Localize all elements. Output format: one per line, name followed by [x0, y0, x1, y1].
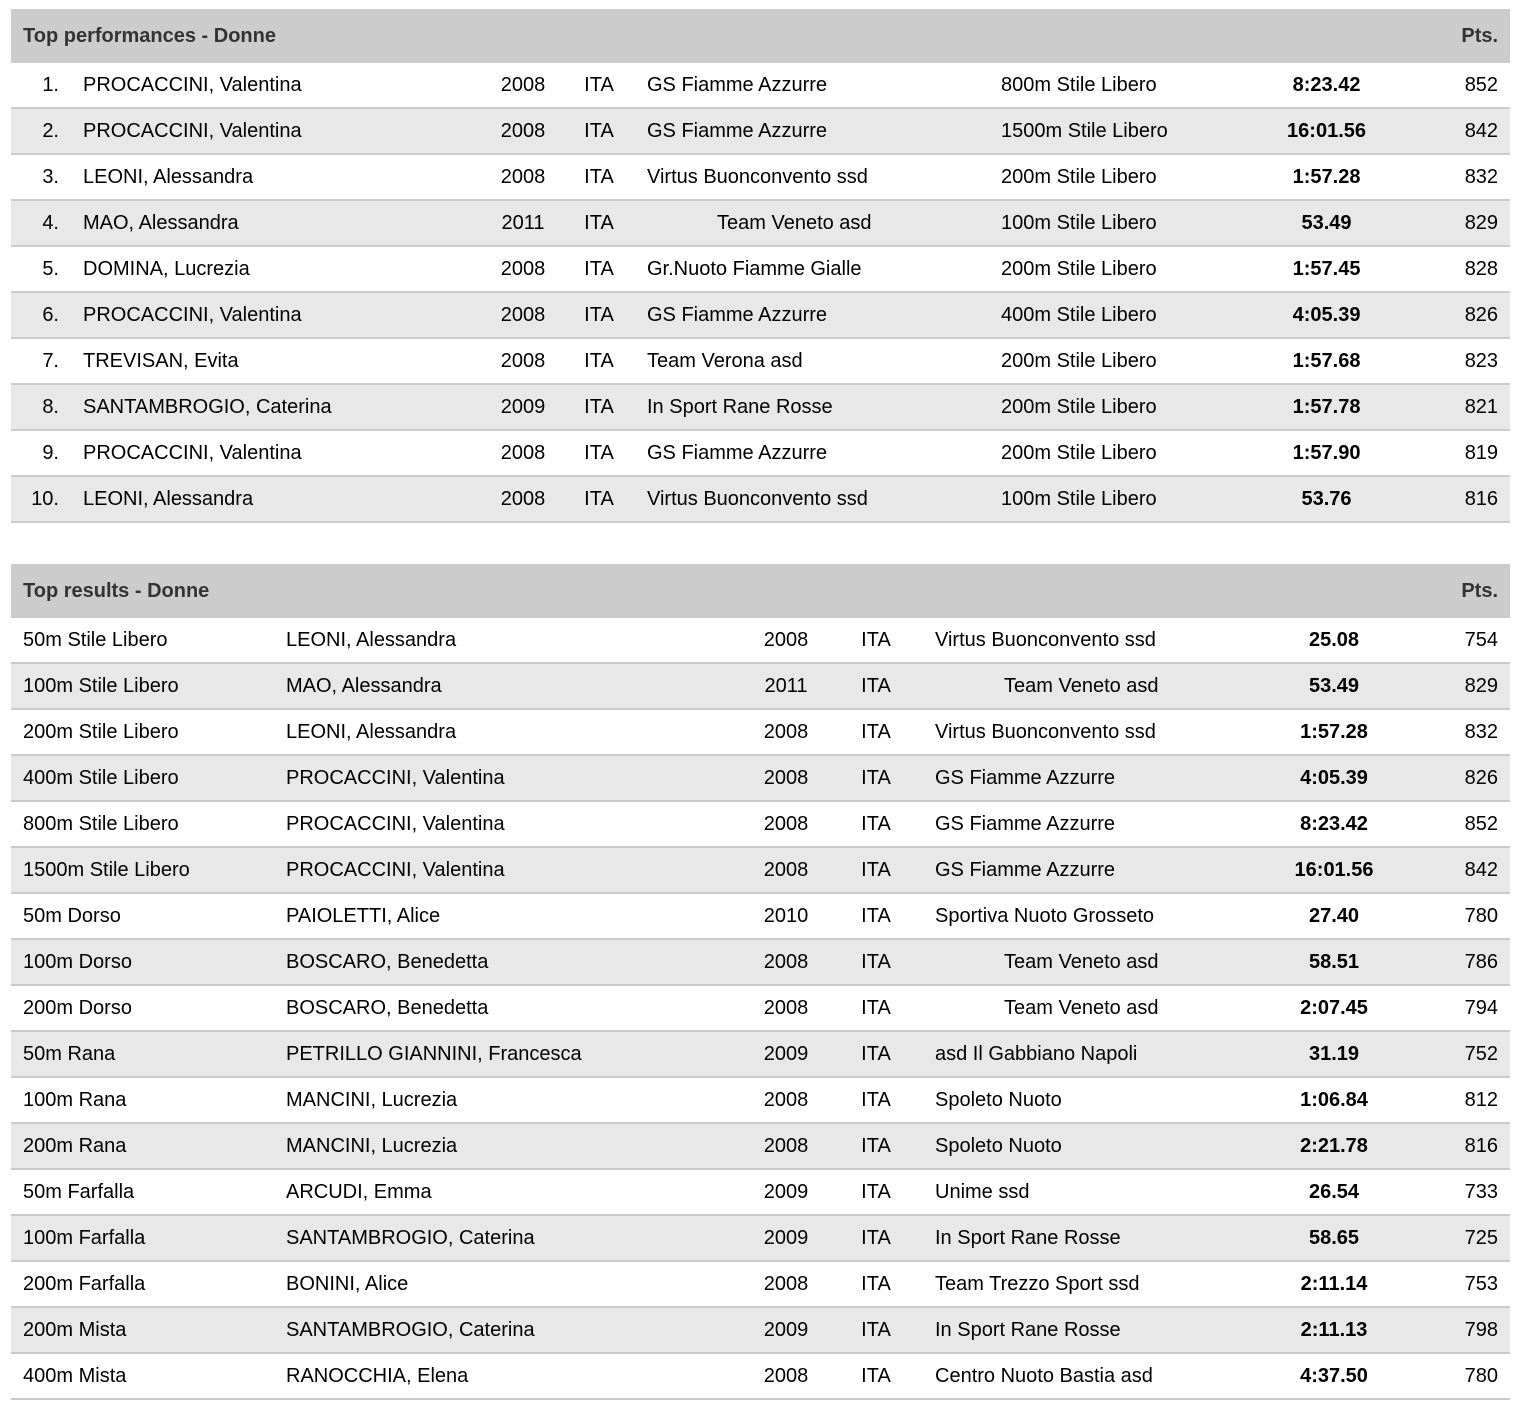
nationality: ITA	[826, 755, 926, 801]
event-name: 100m Stile Libero	[989, 476, 1253, 522]
athlete-name: PROCACCINI, Valentina	[83, 430, 483, 476]
birth-year: 2008	[483, 476, 563, 522]
birth-year: 2008	[746, 1353, 826, 1399]
result-time: 2:07.45	[1268, 985, 1400, 1031]
birth-year: 2008	[483, 338, 563, 384]
nationality: ITA	[563, 200, 635, 246]
athlete-name: BOSCARO, Benedetta	[286, 939, 746, 985]
nationality: ITA	[826, 709, 926, 755]
event-name: 1500m Stile Libero	[11, 847, 286, 893]
club-name: In Sport Rane Rosse	[926, 1215, 1268, 1261]
result-time: 58.51	[1268, 939, 1400, 985]
table-row	[11, 246, 1510, 292]
table-row	[11, 1169, 1510, 1215]
club-name: GS Fiamme Azzurre	[926, 801, 1268, 847]
table-row	[11, 1353, 1510, 1399]
nationality: ITA	[563, 476, 635, 522]
points: 826	[1400, 755, 1510, 801]
event-name: 1500m Stile Libero	[989, 108, 1253, 154]
athlete-name: DOMINA, Lucrezia	[83, 246, 483, 292]
nationality: ITA	[563, 338, 635, 384]
athlete-name: SANTAMBROGIO, Caterina	[286, 1307, 746, 1353]
event-name: 400m Mista	[11, 1353, 286, 1399]
result-time: 4:05.39	[1268, 755, 1400, 801]
birth-year: 2011	[483, 200, 563, 246]
nationality: ITA	[563, 292, 635, 338]
result-time: 1:57.68	[1253, 338, 1400, 384]
club-name: GS Fiamme Azzurre	[926, 755, 1268, 801]
top-performances-table	[11, 9, 1510, 523]
result-time: 1:57.28	[1268, 709, 1400, 755]
table-title: Top performances - Donne	[11, 9, 1400, 63]
athlete-name: PROCACCINI, Valentina	[83, 292, 483, 338]
club-name: Team Veneto asd	[926, 985, 1268, 1031]
result-time: 26.54	[1268, 1169, 1400, 1215]
points: 752	[1400, 1031, 1510, 1077]
rank: 1.	[11, 63, 83, 108]
table-row	[11, 985, 1510, 1031]
club-name: GS Fiamme Azzurre	[926, 847, 1268, 893]
table-row	[11, 1307, 1510, 1353]
athlete-name: RANOCCHIA, Elena	[286, 1353, 746, 1399]
nationality: ITA	[826, 618, 926, 663]
points: 753	[1400, 1261, 1510, 1307]
nationality: ITA	[563, 246, 635, 292]
event-name: 50m Rana	[11, 1031, 286, 1077]
athlete-name: PETRILLO GIANNINI, Francesca	[286, 1031, 746, 1077]
event-name: 200m Stile Libero	[989, 384, 1253, 430]
table-row	[11, 338, 1510, 384]
nationality: ITA	[563, 63, 635, 108]
result-time: 1:06.84	[1268, 1077, 1400, 1123]
athlete-name: LEONI, Alessandra	[83, 476, 483, 522]
points: 725	[1400, 1215, 1510, 1261]
result-time: 1:57.90	[1253, 430, 1400, 476]
birth-year: 2008	[746, 709, 826, 755]
nationality: ITA	[826, 1215, 926, 1261]
nationality: ITA	[826, 1077, 926, 1123]
event-name: 50m Dorso	[11, 893, 286, 939]
athlete-name: LEONI, Alessandra	[286, 618, 746, 663]
nationality: ITA	[826, 1353, 926, 1399]
event-name: 200m Farfalla	[11, 1261, 286, 1307]
club-name: Gr.Nuoto Fiamme Gialle	[635, 246, 989, 292]
result-time: 31.19	[1268, 1031, 1400, 1077]
club-name: Team Trezzo Sport ssd	[926, 1261, 1268, 1307]
birth-year: 2008	[746, 939, 826, 985]
club-name: In Sport Rane Rosse	[635, 384, 989, 430]
athlete-name: BOSCARO, Benedetta	[286, 985, 746, 1031]
event-name: 50m Farfalla	[11, 1169, 286, 1215]
rank: 5.	[11, 246, 83, 292]
event-name: 800m Stile Libero	[11, 801, 286, 847]
nationality: ITA	[826, 1261, 926, 1307]
athlete-name: MAO, Alessandra	[286, 663, 746, 709]
birth-year: 2008	[483, 292, 563, 338]
table-row	[11, 1123, 1510, 1169]
birth-year: 2008	[746, 847, 826, 893]
birth-year: 2008	[746, 618, 826, 663]
points: 828	[1400, 246, 1510, 292]
club-name: Unime ssd	[926, 1169, 1268, 1215]
birth-year: 2008	[483, 154, 563, 200]
athlete-name: PROCACCINI, Valentina	[286, 755, 746, 801]
result-time: 4:37.50	[1268, 1353, 1400, 1399]
points: 812	[1400, 1077, 1510, 1123]
table-row	[11, 939, 1510, 985]
event-name: 200m Dorso	[11, 985, 286, 1031]
rank: 6.	[11, 292, 83, 338]
club-name: Team Verona asd	[635, 338, 989, 384]
result-time: 4:05.39	[1253, 292, 1400, 338]
table-row	[11, 154, 1510, 200]
points: 733	[1400, 1169, 1510, 1215]
nationality: ITA	[826, 1123, 926, 1169]
birth-year: 2008	[746, 1077, 826, 1123]
birth-year: 2008	[483, 63, 563, 108]
points: 816	[1400, 476, 1510, 522]
result-time: 1:57.78	[1253, 384, 1400, 430]
nationality: ITA	[563, 108, 635, 154]
points: 754	[1400, 618, 1510, 663]
table-header	[11, 9, 1510, 63]
table-row	[11, 1261, 1510, 1307]
result-time: 2:11.14	[1268, 1261, 1400, 1307]
table-row	[11, 200, 1510, 246]
event-name: 100m Dorso	[11, 939, 286, 985]
birth-year: 2009	[746, 1169, 826, 1215]
event-name: 200m Mista	[11, 1307, 286, 1353]
points: 832	[1400, 709, 1510, 755]
points: 821	[1400, 384, 1510, 430]
event-name: 200m Stile Libero	[989, 338, 1253, 384]
rank: 3.	[11, 154, 83, 200]
table-row	[11, 801, 1510, 847]
club-name: In Sport Rane Rosse	[926, 1307, 1268, 1353]
points: 786	[1400, 939, 1510, 985]
nationality: ITA	[563, 384, 635, 430]
points: 842	[1400, 108, 1510, 154]
nationality: ITA	[826, 1169, 926, 1215]
birth-year: 2009	[746, 1215, 826, 1261]
event-name: 100m Stile Libero	[11, 663, 286, 709]
points-header: Pts.	[1400, 564, 1510, 618]
table-row	[11, 709, 1510, 755]
rank: 7.	[11, 338, 83, 384]
table-row	[11, 430, 1510, 476]
result-time: 16:01.56	[1253, 108, 1400, 154]
points: 819	[1400, 430, 1510, 476]
rank: 8.	[11, 384, 83, 430]
rank: 9.	[11, 430, 83, 476]
birth-year: 2008	[483, 108, 563, 154]
table-title: Top results - Donne	[11, 564, 1400, 618]
club-name: Sportiva Nuoto Grosseto	[926, 893, 1268, 939]
table-row	[11, 663, 1510, 709]
nationality: ITA	[826, 893, 926, 939]
table-row	[11, 1215, 1510, 1261]
table-row	[11, 618, 1510, 663]
table-header	[11, 564, 1510, 618]
club-name: Team Veneto asd	[635, 200, 989, 246]
athlete-name: LEONI, Alessandra	[83, 154, 483, 200]
table-row	[11, 63, 1510, 108]
event-name: 800m Stile Libero	[989, 63, 1253, 108]
event-name: 200m Stile Libero	[989, 246, 1253, 292]
table-row	[11, 1031, 1510, 1077]
result-time: 53.49	[1253, 200, 1400, 246]
table-row	[11, 384, 1510, 430]
nationality: ITA	[826, 985, 926, 1031]
points: 823	[1400, 338, 1510, 384]
club-name: Spoleto Nuoto	[926, 1077, 1268, 1123]
event-name: 200m Stile Libero	[989, 430, 1253, 476]
club-name: Spoleto Nuoto	[926, 1123, 1268, 1169]
birth-year: 2008	[746, 1123, 826, 1169]
nationality: ITA	[826, 847, 926, 893]
club-name: GS Fiamme Azzurre	[635, 63, 989, 108]
event-name: 400m Stile Libero	[989, 292, 1253, 338]
points: 852	[1400, 801, 1510, 847]
points: 798	[1400, 1307, 1510, 1353]
club-name: GS Fiamme Azzurre	[635, 108, 989, 154]
birth-year: 2009	[746, 1307, 826, 1353]
club-name: Centro Nuoto Bastia asd	[926, 1353, 1268, 1399]
result-time: 53.76	[1253, 476, 1400, 522]
athlete-name: PROCACCINI, Valentina	[286, 847, 746, 893]
rank: 2.	[11, 108, 83, 154]
athlete-name: PROCACCINI, Valentina	[286, 801, 746, 847]
table-row	[11, 292, 1510, 338]
nationality: ITA	[826, 1307, 926, 1353]
result-time: 8:23.42	[1253, 63, 1400, 108]
birth-year: 2008	[746, 801, 826, 847]
points: 829	[1400, 663, 1510, 709]
birth-year: 2008	[746, 755, 826, 801]
result-time: 2:11.13	[1268, 1307, 1400, 1353]
table-row	[11, 108, 1510, 154]
table-row	[11, 1077, 1510, 1123]
points: 826	[1400, 292, 1510, 338]
points: 829	[1400, 200, 1510, 246]
birth-year: 2010	[746, 893, 826, 939]
rank: 10.	[11, 476, 83, 522]
points: 780	[1400, 893, 1510, 939]
club-name: Team Veneto asd	[926, 663, 1268, 709]
event-name: 50m Stile Libero	[11, 618, 286, 663]
athlete-name: PROCACCINI, Valentina	[83, 108, 483, 154]
nationality: ITA	[826, 663, 926, 709]
birth-year: 2008	[483, 430, 563, 476]
nationality: ITA	[563, 154, 635, 200]
event-name: 200m Stile Libero	[989, 154, 1253, 200]
birth-year: 2008	[746, 985, 826, 1031]
athlete-name: BONINI, Alice	[286, 1261, 746, 1307]
table-row	[11, 847, 1510, 893]
athlete-name: SANTAMBROGIO, Caterina	[83, 384, 483, 430]
nationality: ITA	[826, 1031, 926, 1077]
club-name: Virtus Buonconvento ssd	[926, 618, 1268, 663]
result-time: 8:23.42	[1268, 801, 1400, 847]
result-time: 16:01.56	[1268, 847, 1400, 893]
nationality: ITA	[563, 430, 635, 476]
result-time: 1:57.45	[1253, 246, 1400, 292]
points: 832	[1400, 154, 1510, 200]
points-header: Pts.	[1400, 9, 1510, 63]
event-name: 100m Farfalla	[11, 1215, 286, 1261]
points: 842	[1400, 847, 1510, 893]
birth-year: 2008	[746, 1261, 826, 1307]
birth-year: 2008	[483, 246, 563, 292]
result-time: 2:21.78	[1268, 1123, 1400, 1169]
points: 794	[1400, 985, 1510, 1031]
table-row	[11, 893, 1510, 939]
points: 816	[1400, 1123, 1510, 1169]
rank: 4.	[11, 200, 83, 246]
nationality: ITA	[826, 801, 926, 847]
event-name: 200m Stile Libero	[11, 709, 286, 755]
club-name: asd Il Gabbiano Napoli	[926, 1031, 1268, 1077]
top-results-table	[11, 564, 1510, 1400]
points: 852	[1400, 63, 1510, 108]
club-name: Virtus Buonconvento ssd	[926, 709, 1268, 755]
result-time: 58.65	[1268, 1215, 1400, 1261]
nationality: ITA	[826, 939, 926, 985]
club-name: Team Veneto asd	[926, 939, 1268, 985]
result-time: 27.40	[1268, 893, 1400, 939]
club-name: GS Fiamme Azzurre	[635, 292, 989, 338]
birth-year: 2009	[746, 1031, 826, 1077]
athlete-name: MANCINI, Lucrezia	[286, 1123, 746, 1169]
table-row	[11, 476, 1510, 522]
athlete-name: PROCACCINI, Valentina	[83, 63, 483, 108]
event-name: 400m Stile Libero	[11, 755, 286, 801]
result-time: 53.49	[1268, 663, 1400, 709]
athlete-name: ARCUDI, Emma	[286, 1169, 746, 1215]
club-name: GS Fiamme Azzurre	[635, 430, 989, 476]
result-time: 1:57.28	[1253, 154, 1400, 200]
points: 780	[1400, 1353, 1510, 1399]
birth-year: 2011	[746, 663, 826, 709]
table-row	[11, 755, 1510, 801]
event-name: 100m Stile Libero	[989, 200, 1253, 246]
club-name: Virtus Buonconvento ssd	[635, 154, 989, 200]
athlete-name: PAIOLETTI, Alice	[286, 893, 746, 939]
birth-year: 2009	[483, 384, 563, 430]
club-name: Virtus Buonconvento ssd	[635, 476, 989, 522]
athlete-name: LEONI, Alessandra	[286, 709, 746, 755]
athlete-name: TREVISAN, Evita	[83, 338, 483, 384]
athlete-name: SANTAMBROGIO, Caterina	[286, 1215, 746, 1261]
athlete-name: MAO, Alessandra	[83, 200, 483, 246]
event-name: 200m Rana	[11, 1123, 286, 1169]
event-name: 100m Rana	[11, 1077, 286, 1123]
result-time: 25.08	[1268, 618, 1400, 663]
athlete-name: MANCINI, Lucrezia	[286, 1077, 746, 1123]
